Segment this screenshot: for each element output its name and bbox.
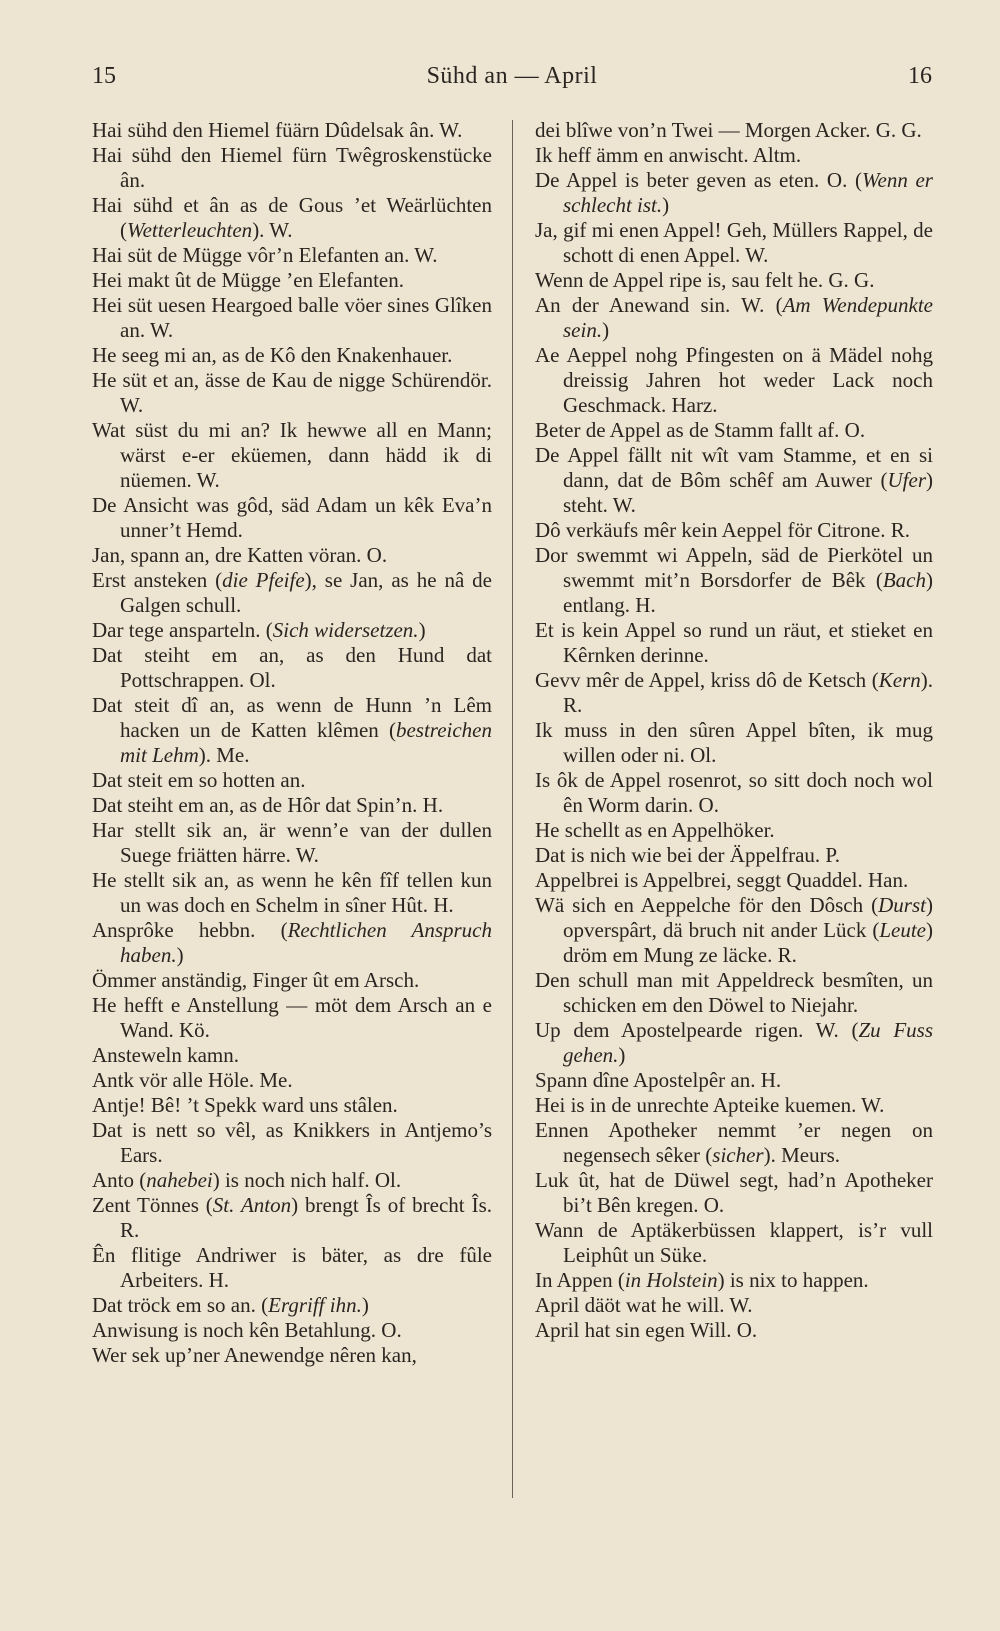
proverb-entry: He schellt as en Appelhöker. <box>535 818 775 842</box>
proverb-entry: De Ansicht was gôd, säd Adam un kêk Eva’n unner’t Hemd. <box>92 493 492 542</box>
proverb-entry: Luk ût, hat de Düwel segt, had’n Apotheker bi’t Bên kregen. O. <box>535 1168 933 1217</box>
proverb-entry: Dat steiht em an, as de Hôr dat Spin’n. H. <box>92 793 444 817</box>
proverb-entry: Antje! Bê! ’t Spekk ward uns stâlen. <box>92 1093 398 1117</box>
proverb-entry: Antk vör alle Höle. Me. <box>92 1068 293 1092</box>
left-column <box>92 118 492 1368</box>
proverb-entry: Ja, gif mi enen Appel! Geh, Müllers Rappel, de schott di enen Appel. W. <box>535 218 933 267</box>
proverb-entry: Dor swemmt wi Appeln, säd de Pierkötel un swemmt mit’n Borsdorfer de Bêk (Bach) entlang. H. <box>535 543 933 617</box>
proverb-entry: Ên flitige Andriwer is bäter, as dre fûle Arbeiters. H. <box>92 1243 492 1292</box>
proverb-entry: Hei is in de unrechte Apteike kuemen. W. <box>535 1093 885 1117</box>
proverb-entry: Ik muss in den sûren Appel bîten, ik mug willen oder ni. Ol. <box>535 718 933 767</box>
proverb-entry: Wenn de Appel ripe is, sau felt he. G. G. <box>535 268 875 292</box>
proverb-entry: Wer sek up’ner Anewendge nêren kan, <box>92 1343 417 1367</box>
proverb-entry: Wä sich en Aeppelche för den Dôsch (Durst) opverspârt, dä bruch nit ander Lück (Leute) dröm em Mung ze läcke. R. <box>535 893 933 967</box>
proverb-entry: Dat steit em so hotten an. <box>92 768 306 792</box>
page-header <box>92 58 932 94</box>
proverb-entry: Ömmer anständig, Finger ût em Arsch. <box>92 968 420 992</box>
proverb-entry: dei blîwe von’n Twei — Morgen Acker. G. G. <box>535 118 922 142</box>
proverb-entry: He hefft e Anstellung — möt dem Arsch an e Wand. Kö. <box>92 993 492 1042</box>
proverb-entry: Ansprôke hebbn. (Rechtlichen Anspruch haben.) <box>92 918 493 967</box>
proverb-entry: Dar tege ansparteln. (Sich widersetzen.) <box>92 618 426 642</box>
proverb-entry: Zent Tönnes (St. Anton) brengt Îs of brecht Îs. R. <box>92 1193 492 1242</box>
proverb-entry: April hat sin egen Will. O. <box>535 1318 758 1342</box>
proverb-entry: Wann de Aptäkerbüssen klappert, is’r vull Leiphût un Süke. <box>535 1218 933 1267</box>
proverb-entry: He süt et an, ässe de Kau de nigge Schürendör. W. <box>92 368 492 417</box>
proverb-entry: He stellt sik an, as wenn he kên fîf tellen kun un was doch en Schelm in sîner Hût. H. <box>92 868 492 917</box>
proverb-entry: Har stellt sik an, är wenn’e van der dullen Suege friätten härre. W. <box>92 818 492 867</box>
proverb-entry: Ansteweln kamn. <box>92 1043 239 1067</box>
proverb-entry: Hai sühd den Hiemel fürn Twêgroskenstücke ân. <box>92 143 492 192</box>
proverb-entry: Hei süt uesen Heargoed balle vöer sines Glîken an. W. <box>92 293 492 342</box>
proverb-entry: Dat steit dî an, as wenn de Hunn ’n Lêm hacken un de Katten klêmen (bestreichen mit Lehm). Me. <box>92 693 492 767</box>
proverb-entry: Hai süt de Mügge vôr’n Elefanten an. W. <box>92 243 438 267</box>
proverb-entry: Spann dîne Apostelpêr an. H. <box>535 1068 782 1092</box>
proverb-entry: Anto (nahebei) is noch nich half. Ol. <box>92 1168 402 1192</box>
proverb-entry: De Appel is beter geven as eten. O. (Wenn er schlecht ist.) <box>535 168 933 217</box>
proverb-entry: Erst ansteken (die Pfeife), se Jan, as he nâ de Galgen schull. <box>92 568 492 617</box>
right-column <box>535 118 933 1343</box>
proverb-entry: Dat is nich wie bei der Äppelfrau. P. <box>535 843 841 867</box>
running-title: Sühd an — April <box>426 63 598 89</box>
proverb-entry: Gevv mêr de Appel, kriss dô de Ketsch (Kern). R. <box>535 668 933 717</box>
proverb-entry: In Appen (in Holstein) is nix to happen. <box>535 1268 869 1292</box>
proverb-entry: Appelbrei is Appelbrei, seggt Quaddel. Han. <box>535 868 909 892</box>
proverb-entry: Dat steiht em an, as den Hund dat Pottschrappen. Ol. <box>92 643 492 692</box>
proverb-entry: He seeg mi an, as de Kô den Knakenhauer. <box>92 343 453 367</box>
proverb-entry: Is ôk de Appel rosenrot, so sitt doch noch wol ên Worm darin. O. <box>535 768 933 817</box>
proverb-entry: Ae Aeppel nohg Pfingesten on ä Mädel nohg dreissig Jahren hot weder Lack noch Geschmack. Harz. <box>535 343 933 417</box>
proverb-entry: Dô verkäufs mêr kein Aeppel för Citrone. R. <box>535 518 910 542</box>
proverb-entry: Ik heff ämm en anwischt. Altm. <box>535 143 802 167</box>
proverb-entry: Jan, spann an, dre Katten vöran. O. <box>92 543 388 567</box>
page-number-right: 16 <box>908 63 932 89</box>
page-number-left: 15 <box>92 63 116 89</box>
proverb-entry: De Appel fällt nit wît vam Stamme, et en si dann, dat de Bôm schêf am Auwer (Ufer) steht. W. <box>535 443 933 517</box>
proverb-entry: Den schull man mit Appeldreck besmîten, un schicken em den Döwel to Niejahr. <box>535 968 933 1017</box>
proverb-entry: An der Anewand sin. W. (Am Wendepunkte sein.) <box>535 293 933 342</box>
proverb-entry: Beter de Appel as de Stamm fallt af. O. <box>535 418 866 442</box>
proverb-entry: Dat is nett so vêl, as Knikkers in Antjemo’s Ears. <box>92 1118 492 1167</box>
proverb-entry: Hai sühd den Hiemel füärn Dûdelsak ân. W. <box>92 118 463 142</box>
proverb-entry: Dat tröck em so an. (Ergriff ihn.) <box>92 1293 369 1317</box>
proverb-entry: Up dem Apostelpearde rigen. W. (Zu Fuss gehen.) <box>535 1018 933 1067</box>
proverb-entry: Hai sühd et ân as de Gous ’et Weärlüchten (Wetterleuchten). W. <box>92 193 492 242</box>
proverb-entry: Hei makt ût de Mügge ’en Elefanten. <box>92 268 404 292</box>
column-divider <box>512 120 513 1498</box>
proverb-entry: Et is kein Appel so rund un räut, et stieket en Kêrnken derinne. <box>535 618 933 667</box>
proverb-entry: April däöt wat he will. W. <box>535 1293 753 1317</box>
proverb-entry: Wat süst du mi an? Ik hewwe all en Mann; wärst e-er eküemen, dann hädd ik di nüemen. W. <box>92 418 492 492</box>
proverb-entry: Anwisung is noch kên Betahlung. O. <box>92 1318 402 1342</box>
proverb-entry: Ennen Apotheker nemmt ’er negen on negensech sêker (sicher). Meurs. <box>535 1118 933 1167</box>
